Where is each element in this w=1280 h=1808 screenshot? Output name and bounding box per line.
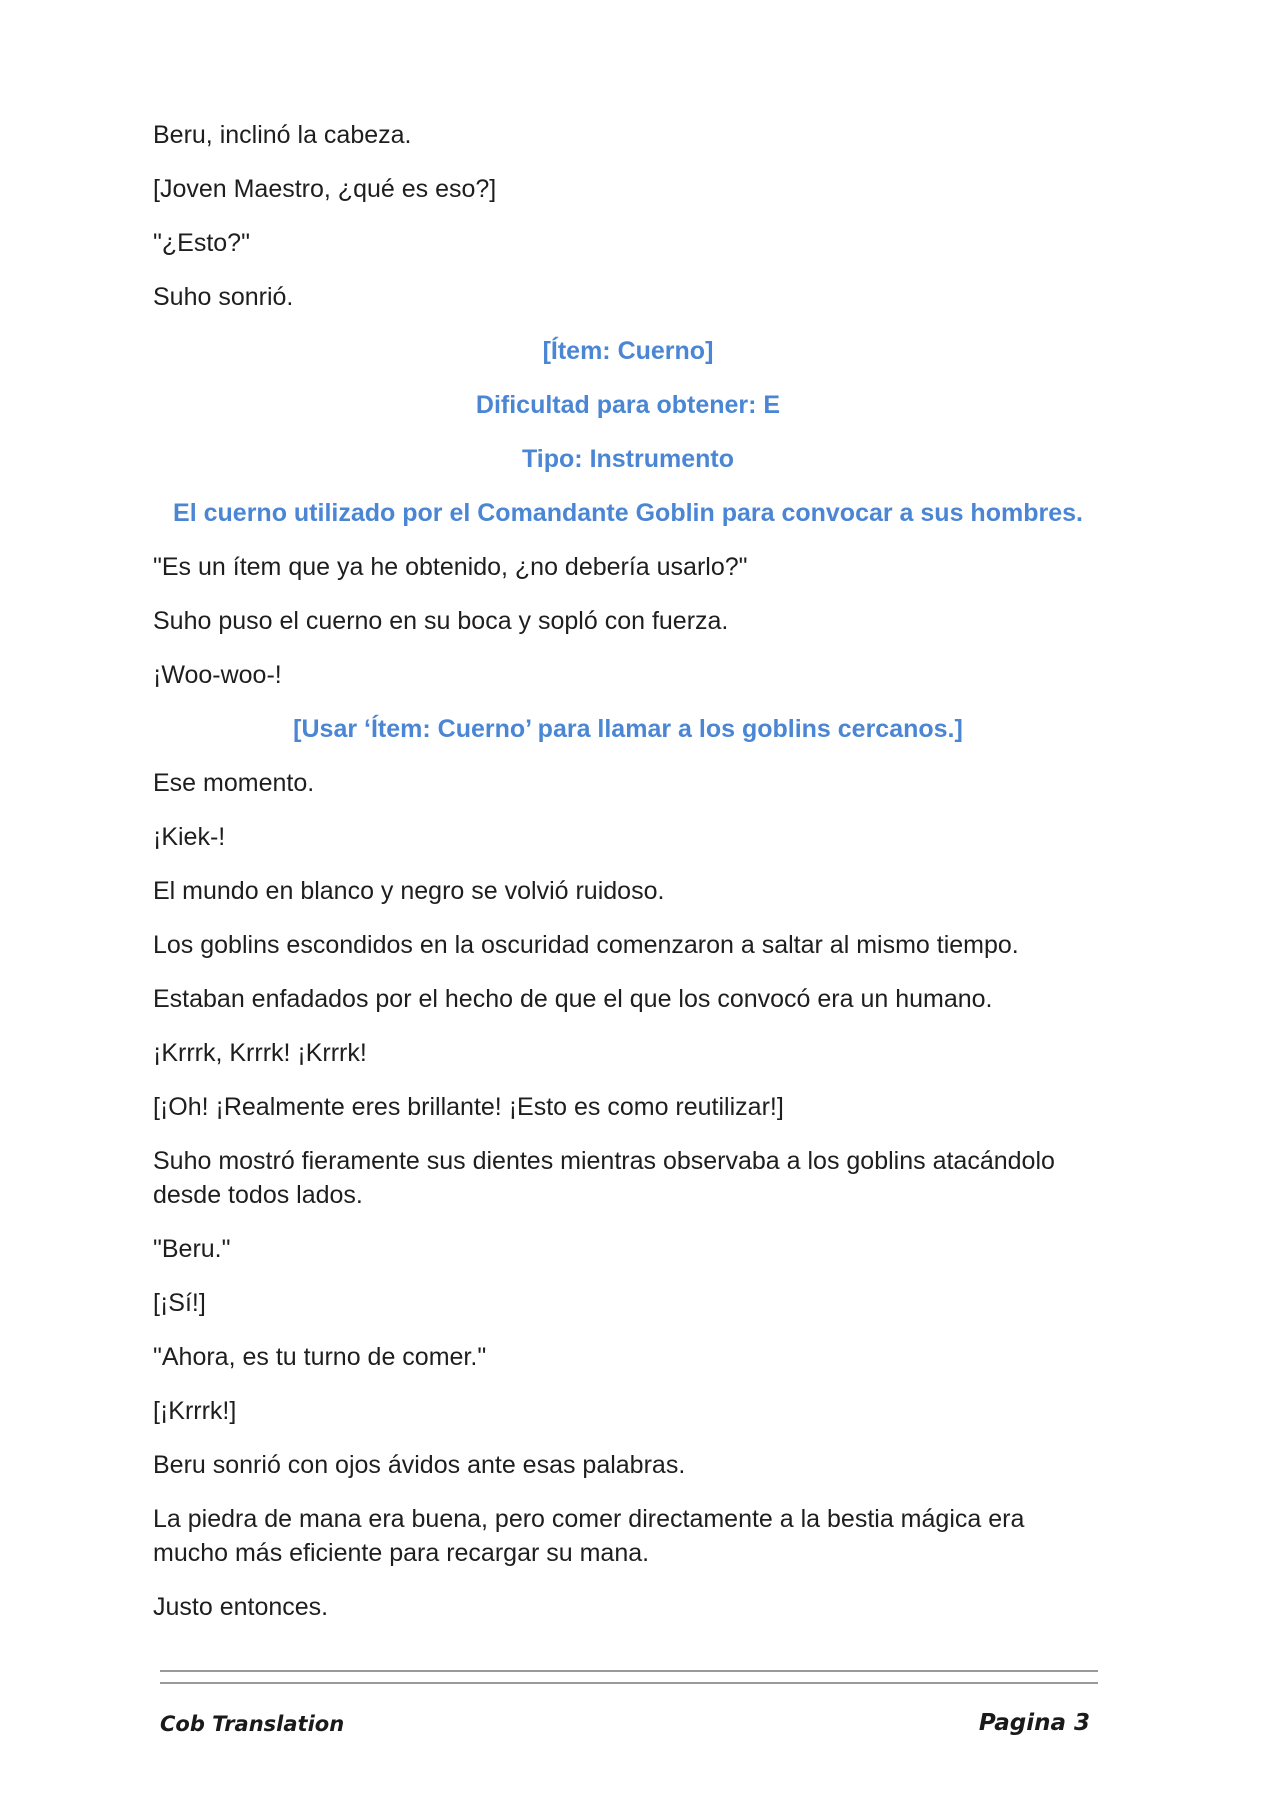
system-message: El cuerno utilizado por el Comandante Goblin para convocar a sus hombres. <box>173 499 1083 527</box>
paragraph: Suho mostró fieramente sus dientes mientras observaba a los goblins atacándolo desde todos lados. <box>153 1147 1055 1209</box>
footer-page-number: Pagina 3 <box>978 1710 1090 1736</box>
paragraph: Ese momento. <box>153 769 315 797</box>
paragraph: Los goblins escondidos en la oscuridad comenzaron a saltar al mismo tiempo. <box>153 931 1019 959</box>
paragraph: [¡Krrrk!] <box>153 1397 237 1425</box>
footer-translator-credit: Cob Translation <box>160 1712 345 1736</box>
footer-divider <box>160 1670 1098 1672</box>
paragraph: Beru, inclinó la cabeza. <box>153 121 412 149</box>
paragraph: ¡Woo-woo-! <box>153 661 282 689</box>
paragraph: "Beru." <box>153 1235 231 1263</box>
document-body <box>153 118 1103 1644</box>
paragraph: El mundo en blanco y negro se volvió ruidoso. <box>153 877 665 905</box>
paragraph: [Joven Maestro, ¿qué es eso?] <box>153 175 497 203</box>
paragraph: [¡Sí!] <box>153 1289 206 1317</box>
paragraph: Beru sonrió con ojos ávidos ante esas palabras. <box>153 1451 686 1479</box>
footer-divider <box>160 1682 1098 1684</box>
paragraph: [¡Oh! ¡Realmente eres brillante! ¡Esto es como reutilizar!] <box>153 1093 784 1121</box>
paragraph: "¿Esto?" <box>153 229 250 257</box>
paragraph: ¡Krrrk, Krrrk! ¡Krrrk! <box>153 1039 367 1067</box>
paragraph: Suho puso el cuerno en su boca y sopló con fuerza. <box>153 607 729 635</box>
system-message: [Ítem: Cuerno] <box>542 337 714 365</box>
system-message: [Usar ‘Ítem: Cuerno’ para llamar a los goblins cercanos.] <box>293 715 963 743</box>
paragraph: "Es un ítem que ya he obtenido, ¿no debería usarlo?" <box>153 553 748 581</box>
paragraph: Estaban enfadados por el hecho de que el que los convocó era un humano. <box>153 985 993 1013</box>
paragraph: Suho sonrió. <box>153 283 294 311</box>
system-message: Dificultad para obtener: E <box>475 391 781 419</box>
system-message: Tipo: Instrumento <box>521 445 735 473</box>
paragraph: "Ahora, es tu turno de comer." <box>153 1343 487 1371</box>
paragraph: Justo entonces. <box>153 1593 329 1621</box>
paragraph: ¡Kiek-! <box>153 823 226 851</box>
paragraph: La piedra de mana era buena, pero comer directamente a la bestia mágica era mucho más eficiente para recargar su mana. <box>153 1505 1025 1567</box>
